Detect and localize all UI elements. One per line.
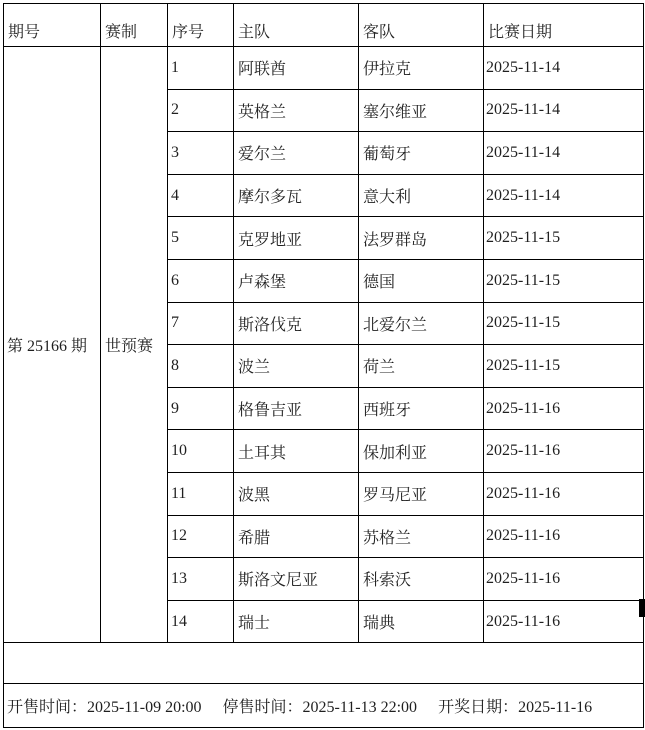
away-team-cell: 罗马尼亚	[359, 472, 484, 515]
away-team-cell: 西班牙	[359, 387, 484, 430]
scan-artifact-mark	[639, 599, 645, 617]
date-cell: 2025-11-14	[484, 89, 644, 132]
seq-cell: 12	[168, 515, 234, 558]
header-row	[4, 4, 644, 47]
date-cell: 2025-11-16	[484, 558, 644, 601]
away-team-cell: 意大利	[359, 174, 484, 217]
date-cell: 2025-11-16	[484, 600, 644, 643]
format-cell: 世预赛	[101, 47, 168, 643]
home-team-cell: 克罗地亚	[234, 217, 359, 260]
header-home-team: 主队	[234, 4, 359, 47]
header-away-team: 客队	[359, 4, 484, 47]
seq-cell: 3	[168, 132, 234, 175]
away-team-cell: 法罗群岛	[359, 217, 484, 260]
home-team-cell: 格鲁吉亚	[234, 387, 359, 430]
draw-date-label: 开奖日期：	[438, 699, 519, 717]
home-team-cell: 卢森堡	[234, 259, 359, 302]
date-cell: 2025-11-15	[484, 345, 644, 388]
home-team-cell: 英格兰	[234, 89, 359, 132]
date-cell: 2025-11-15	[484, 217, 644, 260]
draw-date-value: 2025-11-16	[518, 699, 593, 717]
sale-start-label: 开售时间：	[7, 699, 88, 717]
home-team-cell: 希腊	[234, 515, 359, 558]
sale-stop-time	[223, 699, 418, 716]
away-team-cell: 科索沃	[359, 558, 484, 601]
spacer-cell	[4, 643, 644, 684]
date-cell: 2025-11-14	[484, 47, 644, 90]
header-seq: 序号	[168, 4, 234, 47]
sale-stop-label: 停售时间：	[222, 699, 303, 717]
seq-cell: 2	[168, 89, 234, 132]
sale-start-time	[7, 699, 202, 716]
date-cell: 2025-11-14	[484, 132, 644, 175]
sale-start-value: 2025-11-09 20:00	[87, 699, 202, 717]
away-team-cell: 保加利亚	[359, 430, 484, 473]
seq-cell: 4	[168, 174, 234, 217]
seq-cell: 7	[168, 302, 234, 345]
home-team-cell: 土耳其	[234, 430, 359, 473]
home-team-cell: 斯洛伐克	[234, 302, 359, 345]
away-team-cell: 德国	[359, 259, 484, 302]
header-match-date: 比赛日期	[484, 4, 644, 47]
footer-row	[4, 684, 644, 728]
match-row	[4, 47, 644, 90]
away-team-cell: 瑞典	[359, 600, 484, 643]
away-team-cell: 伊拉克	[359, 47, 484, 90]
seq-cell: 14	[168, 600, 234, 643]
footer-cell	[4, 684, 644, 728]
seq-cell: 6	[168, 259, 234, 302]
date-cell: 2025-11-16	[484, 387, 644, 430]
date-cell: 2025-11-15	[484, 302, 644, 345]
seq-cell: 10	[168, 430, 234, 473]
home-team-cell: 摩尔多瓦	[234, 174, 359, 217]
away-team-cell: 葡萄牙	[359, 132, 484, 175]
period-cell: 第 25166 期	[4, 47, 101, 643]
home-team-cell: 斯洛文尼亚	[234, 558, 359, 601]
date-cell: 2025-11-16	[484, 472, 644, 515]
seq-cell: 1	[168, 47, 234, 90]
seq-cell: 11	[168, 472, 234, 515]
date-cell: 2025-11-14	[484, 174, 644, 217]
seq-cell: 5	[168, 217, 234, 260]
match-schedule-table	[3, 3, 644, 728]
draw-date	[438, 699, 592, 716]
header-period: 期号	[4, 4, 101, 47]
date-cell: 2025-11-16	[484, 430, 644, 473]
away-team-cell: 塞尔维亚	[359, 89, 484, 132]
header-format: 赛制	[101, 4, 168, 47]
seq-cell: 9	[168, 387, 234, 430]
home-team-cell: 波兰	[234, 345, 359, 388]
date-cell: 2025-11-16	[484, 515, 644, 558]
home-team-cell: 阿联酋	[234, 47, 359, 90]
spacer-row	[4, 643, 644, 684]
sale-stop-value: 2025-11-13 22:00	[302, 699, 418, 717]
away-team-cell: 北爱尔兰	[359, 302, 484, 345]
date-cell: 2025-11-15	[484, 259, 644, 302]
away-team-cell: 荷兰	[359, 345, 484, 388]
home-team-cell: 波黑	[234, 472, 359, 515]
home-team-cell: 爱尔兰	[234, 132, 359, 175]
seq-cell: 8	[168, 345, 234, 388]
away-team-cell: 苏格兰	[359, 515, 484, 558]
seq-cell: 13	[168, 558, 234, 601]
home-team-cell: 瑞士	[234, 600, 359, 643]
